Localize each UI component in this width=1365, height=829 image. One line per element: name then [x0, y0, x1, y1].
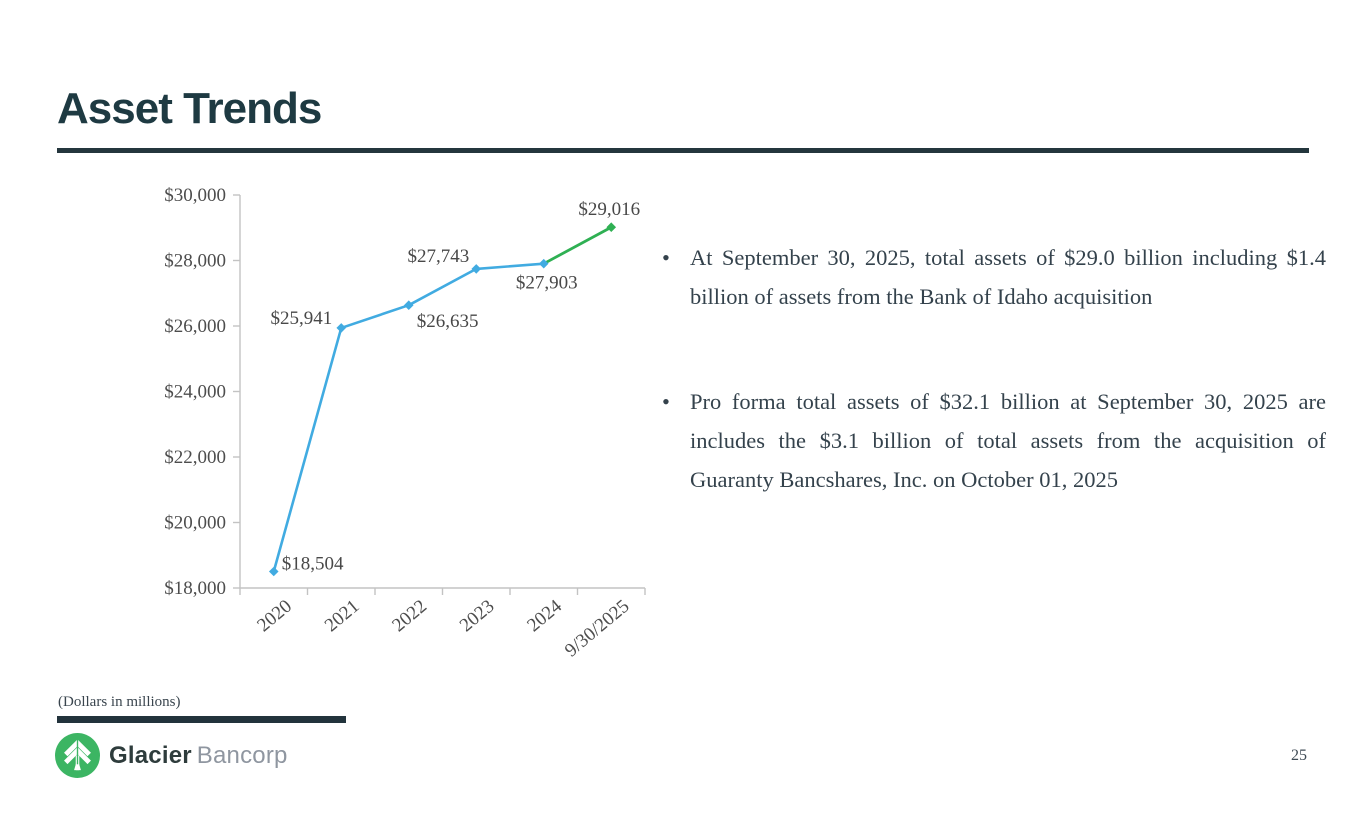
asset-trends-chart [60, 180, 680, 710]
data-label: $29,016 [578, 199, 641, 221]
x-tick-label: 2021 [320, 595, 364, 637]
pine-tree-icon [55, 733, 100, 778]
data-label: $25,941 [270, 307, 333, 329]
logo-wordmark [109, 742, 288, 770]
data-point-2022 [404, 300, 414, 310]
units-footnote: (Dollars in millions) [58, 694, 181, 710]
bullet-item [658, 382, 1326, 499]
title-underline [57, 148, 1309, 153]
page-number: 25 [1291, 747, 1307, 764]
data-label: $27,743 [407, 245, 470, 267]
x-tick-label: 2020 [253, 595, 296, 637]
y-tick-label: $20,000 [164, 512, 226, 534]
x-tick-label: 2022 [388, 595, 431, 637]
bullet-list [658, 238, 1326, 499]
y-tick-label: $28,000 [164, 250, 226, 272]
line-chart-svg [60, 180, 680, 710]
bullet-marker: • [662, 245, 670, 270]
bullet-item [658, 238, 1326, 316]
y-tick-label: $18,000 [164, 578, 226, 599]
y-tick-label: $22,000 [164, 447, 226, 468]
logo-text-bancorp: Bancorp [196, 741, 288, 769]
data-label: $27,903 [515, 272, 578, 294]
x-tick-label: 2024 [523, 595, 566, 637]
y-tick-label: $24,000 [164, 381, 226, 403]
page-title: Asset Trends [57, 84, 322, 133]
x-tick-label: 9/30/2025 [560, 595, 634, 662]
bullet-text: Pro forma total assets of $32.1 billion at September 30, 2025 are includes the $3.1 billion of total assets from the acquisition of Guaranty Bancshares, Inc. on October 01, 2025 [690, 389, 1326, 492]
y-tick-label: $30,000 [164, 185, 226, 206]
y-tick-label: $26,000 [164, 316, 226, 337]
series-line-last-segment [544, 227, 612, 263]
data-point-2020 [269, 567, 279, 577]
x-tick-label: 2023 [455, 595, 499, 637]
data-point-2023 [471, 264, 481, 274]
logo-text-glacier: Glacier [109, 741, 192, 769]
glacier-bancorp-logo [55, 733, 288, 778]
footer-accent-bar [57, 716, 346, 723]
bullet-marker: • [662, 389, 670, 414]
data-point-2021 [336, 323, 346, 333]
data-label: $26,635 [416, 311, 479, 333]
bullet-text: At September 30, 2025, total assets of $29.0 billion including $1.4 billion of assets from the Bank of Idaho acquisition [690, 245, 1326, 309]
data-label: $18,504 [281, 553, 344, 575]
